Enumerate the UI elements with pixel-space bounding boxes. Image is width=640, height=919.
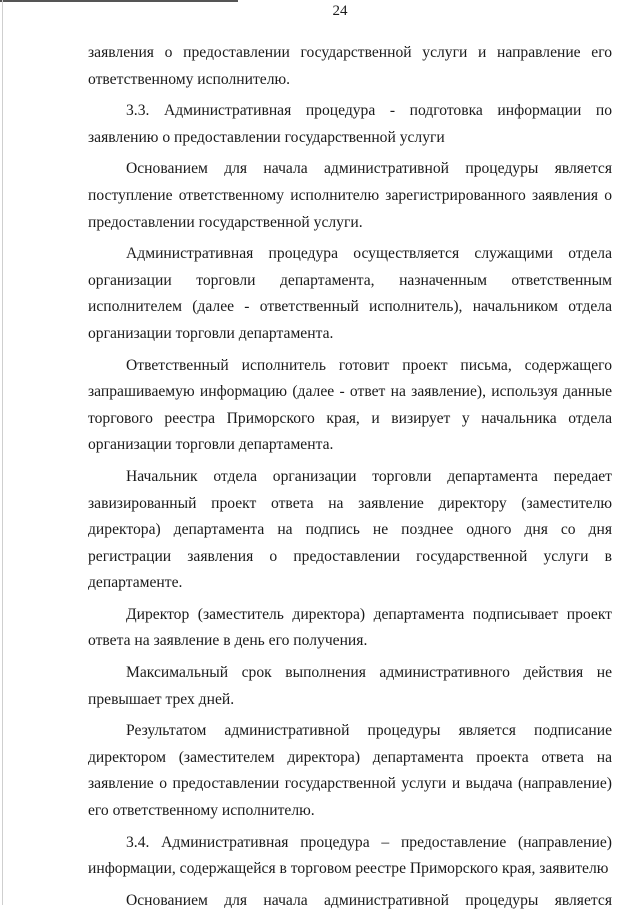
- paragraph-draft-letter: Ответственный исполнитель готовит проект письма, содержащего запрашиваемую информацию (далее - ответ на заявление), используя данные торгового реестра Приморского края, и визирует у начальника отдела организации торговли департамента.: [88, 356, 612, 454]
- paragraph-performers: Административная процедура осуществляется служащими отдела организации торговли департамента, назначенным ответственным исполнителем (далее - ответственный исполнитель), начальником отдела организации торговли департамента.: [88, 245, 612, 342]
- paragraph-max-term: Максимальный срок выполнения административного действия не превышает трех дней.: [88, 664, 612, 708]
- top-scan-border: [0, 0, 238, 2]
- paragraph-1: заявления о предоставлении государственной услуги и направление его ответственному исполнителю.: [88, 44, 612, 88]
- document-body: [88, 40, 612, 919]
- paragraph-result: Результатом административной процедуры является подписание директором (заместителем директора) департамента проекта ответа на заявление о предоставлении государственной услуги и выдача (направление) его ответственному исполнителю.: [88, 722, 612, 820]
- left-scan-border: [2, 0, 3, 905]
- paragraph-signing: Директор (заместитель директора) департамента подписывает проект ответа на заявление в день его получения.: [88, 605, 612, 650]
- paragraph-transfer: Начальник отдела организации торговли департамента передает завизированный проект ответа на заявление директору (заместителю директора) департамента на подпись не позднее одного дня со дня регистрации заявления о предоставлении государственной услуги в департаменте.: [88, 467, 612, 592]
- section-3-3-heading: 3.3. Административная процедура - подготовка информации по заявлению о предоставлении государственной услуги: [88, 102, 612, 146]
- paragraph-basis: Основанием для начала административной процедуры является поступление ответственному исполнителю зарегистрированного заявления о предоставлении государственной услуги.: [88, 160, 612, 231]
- page-number: 24: [332, 3, 348, 19]
- section-3-4-heading: 3.4. Административная процедура – предоставление (направление) информации, содержащейся в торговом реестре Приморского края, заявителю: [88, 833, 612, 878]
- paragraph-basis-continued: Основанием для начала административной процедуры является: [126, 891, 612, 909]
